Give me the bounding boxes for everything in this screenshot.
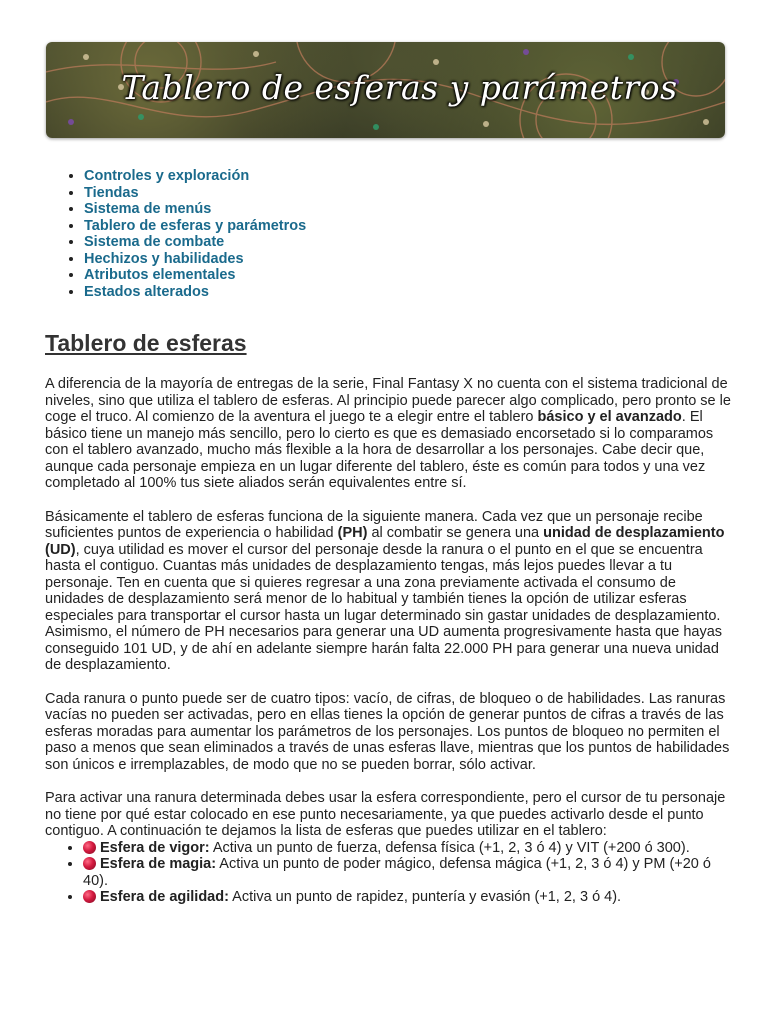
red-sphere-icon	[83, 890, 96, 903]
bold-text: básico y el avanzado	[537, 409, 682, 425]
nav-link-menus[interactable]: Sistema de menús	[84, 201, 212, 217]
sphere-description: Activa un punto de poder mágico, defensa mágica (+1, 2, 3 ó 4) y PM (+20 ó 40).	[83, 856, 711, 889]
nav-item	[84, 251, 306, 268]
article-body	[45, 376, 735, 906]
text-run: , cuya utilidad es mover el cursor del personaje desde la ranura o el punto en el que se encuentra hasta el contiguo. Cuantas más unidades de desplazamiento tengas, más lejos puedes llevar a tu personaje. Ten en cuenta que si quieres regresar a una zona previamente activada el consumo de unidades de desplazamiento será menor de lo habitual y también tienes la opción de utilizar esferas especiales para transportar el cursor hasta un lugar determinado sin gastar unidades de desplazamiento. Asimismo, el número de PH necesarios para generar una UD aumenta progresivamente hasta que hayas conseguido 101 UD, y de ahí en adelante siempre harán falta 22.000 PH para generar una nueva unidad de desplazamiento.	[45, 541, 723, 673]
nav-item	[84, 185, 306, 202]
text-run: al combatir se genera una	[367, 525, 544, 541]
nav-link-controles[interactable]: Controles y exploración	[84, 168, 250, 184]
sphere-list-item	[83, 840, 735, 857]
text-run: A diferencia de la mayoría de entregas de la serie, Final Fantasy X no cuenta con el sistema tradicional de niveles, sino que utiliza el tablero de esferas. Al principio puede parecer algo complicado, pero pronto se le coge el truco. Al comienzo de la aventura el juego te a elegir entre el tablero	[45, 376, 731, 425]
nav-link-tiendas[interactable]: Tiendas	[84, 184, 139, 201]
sphere-name: Esfera de agilidad:	[100, 889, 229, 905]
paragraph-intro	[45, 376, 735, 492]
section-heading: Tablero de esferas	[45, 330, 247, 356]
sphere-name: Esfera de vigor:	[100, 839, 210, 856]
sphere-name: Esfera de magia:	[100, 856, 217, 872]
red-sphere-icon	[83, 841, 96, 854]
sphere-description: Activa un punto de fuerza, defensa física (+1, 2, 3 ó 4) y VIT (+200 ó 300).	[209, 839, 690, 856]
text-run: . El básico tiene un manejo más sencillo, pero lo cierto es que es demasiado encorsetado si lo comparamos con el tablero avanzado, mucho más flexible a la hora de desarrollar a los personajes. Cabe decir que, aunque cada personaje empieza en un lugar diferente del tablero, éste es común para todos y una vez completado al 100% tus siete aliados serán equivalentes entre sí.	[45, 409, 714, 491]
paragraph-mechanics	[45, 509, 735, 674]
nav-link-atributos[interactable]: Atributos elementales	[84, 267, 236, 283]
paragraph-slot-types: Cada ranura o punto puede ser de cuatro tipos: vacío, de cifras, de bloqueo o de habilidades. Las ranuras vacías no pueden ser activadas, pero en ellas tienes la opción de generar puntos de cifras a través de las esferas moradas para aumentar los parámetros de los personajes. Los puntos de bloqueo no permiten el paso a menos que sean eliminados a través de unas esferas llave, mientras que los puntos de habilidades son únicos e irremplazables, de modo que no se pueden borrar, sólo activar.	[45, 690, 730, 773]
sphere-list-item	[83, 889, 735, 906]
red-sphere-icon	[83, 857, 96, 870]
header-banner	[46, 42, 725, 138]
nav-item	[84, 267, 306, 284]
sphere-list-item	[83, 856, 735, 889]
nav-link-hechizos[interactable]: Hechizos y habilidades	[84, 250, 244, 267]
paragraph-activation: Para activar una ranura determinada debes usar la esfera correspondiente, pero el cursor de tu personaje no tiene por qué estar colocado en ese punto necesariamente, ya que puedes activarlo desde el punto contiguo. A continuación te dejamos la lista de esferas que puedes utilizar en el tablero:	[45, 790, 726, 839]
bold-text: (PH)	[337, 525, 368, 541]
nav-link-combate[interactable]: Sistema de combate	[84, 234, 225, 250]
banner-title: Tablero de esferas y parámetros	[121, 68, 678, 107]
text-run: Básicamente el tablero de esferas funciona de la siguiente manera. Cada vez que un personaje recibe suficientes puntos de experiencia o habilidad	[45, 508, 703, 541]
nav-link-estados[interactable]: Estados alterados	[84, 283, 209, 300]
nav-link-tablero[interactable]: Tablero de esferas y parámetros	[84, 217, 307, 234]
sphere-description: Activa un punto de rapidez, puntería y evasión (+1, 2, 3 ó 4).	[228, 889, 622, 905]
nav-item	[84, 218, 306, 235]
bold-text: unidad de desplazamiento (UD)	[45, 525, 725, 558]
nav-item	[84, 168, 306, 185]
nav-item	[84, 234, 306, 251]
nav-item	[84, 201, 306, 218]
section-nav	[64, 168, 306, 300]
sphere-list	[45, 840, 735, 906]
nav-item	[84, 284, 306, 301]
